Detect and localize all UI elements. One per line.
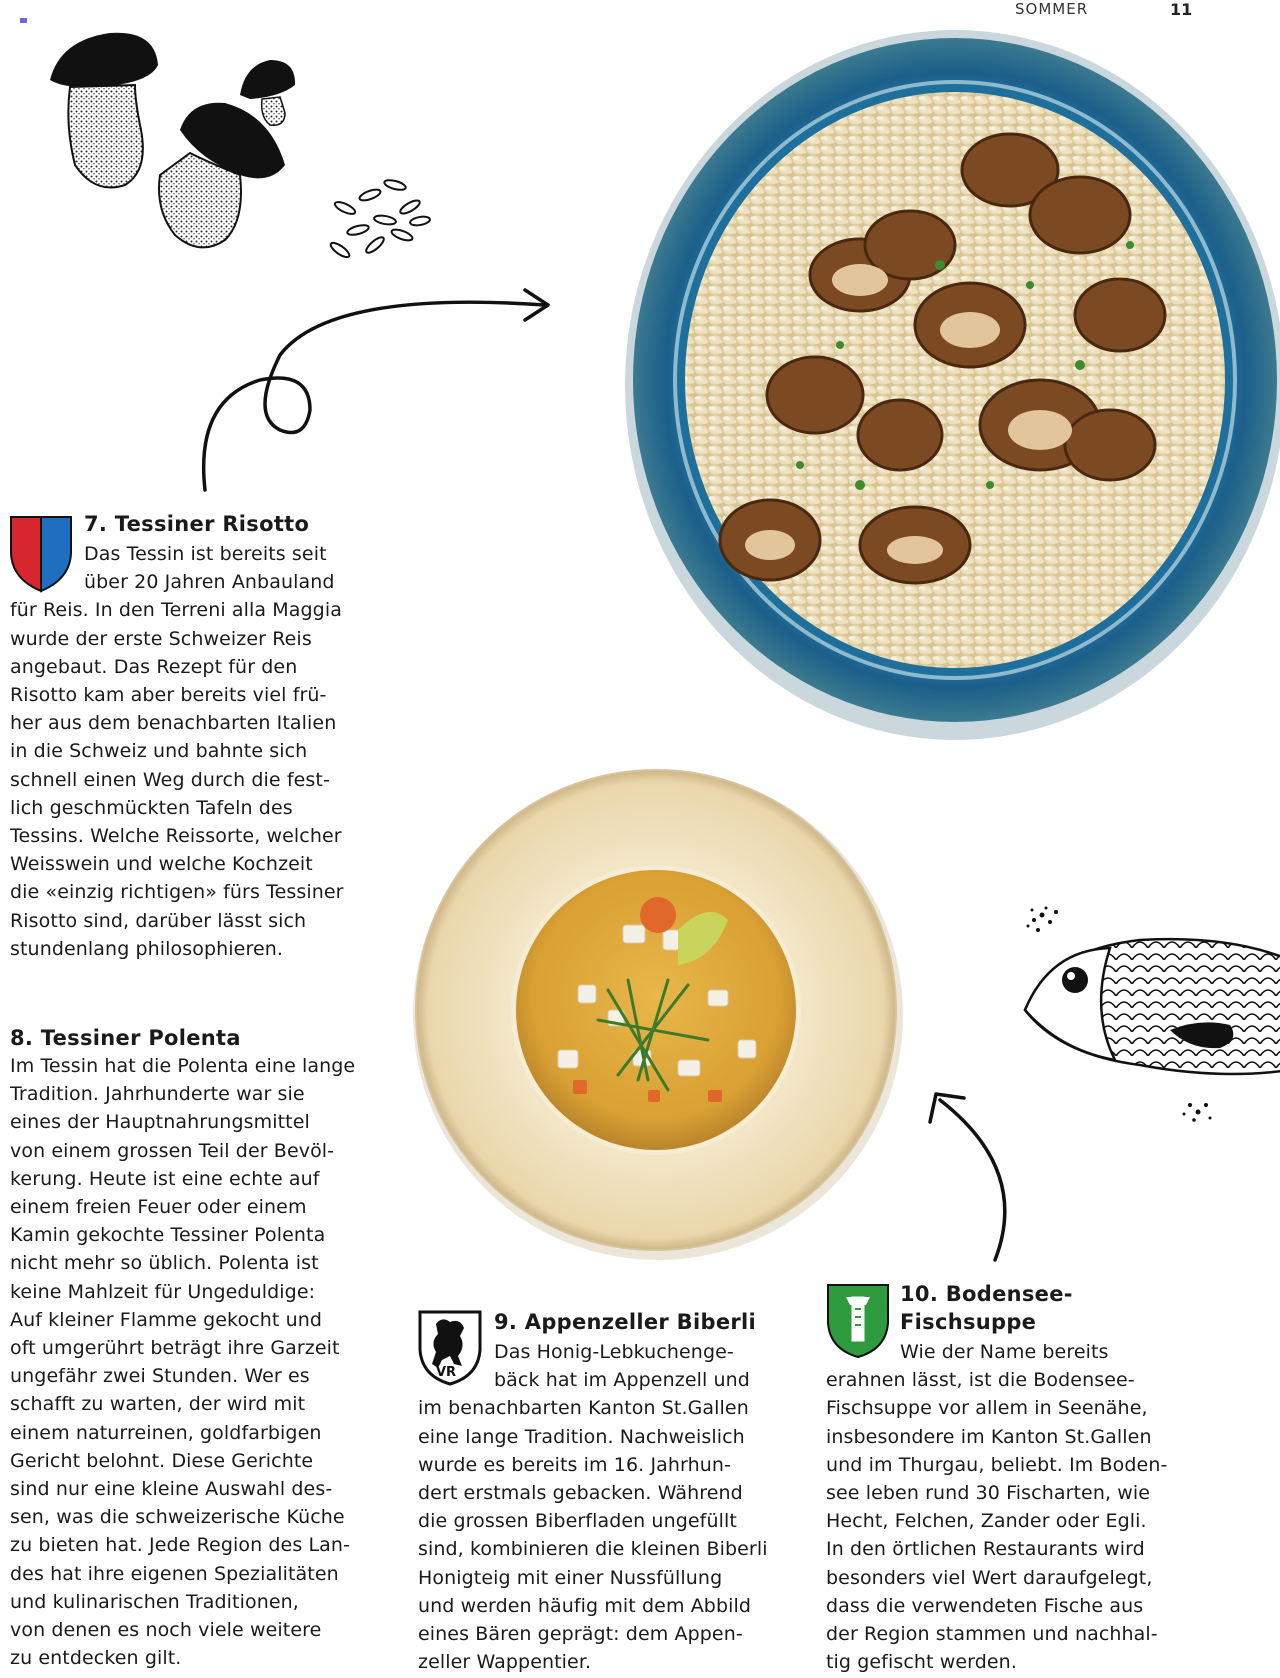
text-line: Fischsuppe vor allem in Seenähe, <box>826 1397 1148 1420</box>
section-7-title: 7. Tessiner Risotto <box>84 512 310 536</box>
corner-mark <box>20 18 27 23</box>
text-line: Honigteig mit einer Nussfüllung <box>418 1566 723 1589</box>
text-line: in die Schweiz und bahnte sich <box>10 740 308 763</box>
text-line: besonders viel Wert daraufgelegt, <box>826 1566 1153 1589</box>
text-line: Wie der Name bereits <box>900 1341 1109 1363</box>
text-line: im benachbarten Kanton St.Gallen <box>418 1397 749 1420</box>
text-line: insbesondere im Kanton St.Gallen <box>826 1425 1152 1448</box>
text-line: Risotto kam aber bereits viel frü- <box>10 684 327 707</box>
text-line: angebaut. Das Rezept für den <box>10 655 298 678</box>
text-line: Das Honig-Lebkuchenge- <box>494 1341 734 1363</box>
text-line: Hecht, Felchen, Zander oder Egli. <box>826 1510 1147 1533</box>
section-8-text: Im Tessin hat die Polenta eine lange Tradition. Jahrhunderte war sie eines der Hauptnahrungsmittel von einem grossen Teil der Bevöl- kerung. Heute ist eine echte auf einem freien Feuer oder einem Kamin gekochte Tessiner Polenta nicht mehr so üblich. Polenta ist keine Mahlzeit für Ungeduldige: Auf kleiner Flamme gekocht und oft umgerührt beträgt ihre Garzeit ungefähr zwei Stunden. Wer es schafft zu warten, der wird mit einem naturreinen, goldfarbigen Gericht belohnt. Diese Gerichte sind nur eine kleine Auswahl des- sen, was die schweizerische Küche zu bieten hat. Jede Region des Lan- des hat ihre eigenen Spezialitäten und kulinarischen Traditionen, von denen es noch viele weitere zu entdecken gilt. <box>10 1055 356 1670</box>
text-line: Risotto sind, darüber lässt sich <box>10 909 307 932</box>
section-9-title: 9. Appenzeller Biberli <box>494 1310 757 1334</box>
text-line: Das Tessin ist bereits seit <box>84 543 327 565</box>
section-10-title: 10. Bodensee- Fischsuppe <box>900 1282 1073 1334</box>
text-line: schnell einen Weg durch die fest- <box>10 768 330 791</box>
section-10-text <box>826 1338 1206 1676</box>
text-line: eines Bären geprägt: dem Appen- <box>418 1623 743 1646</box>
text-line: her aus dem benachbarten Italien <box>10 712 337 735</box>
text-line: dert erstmals gebacken. Während <box>418 1482 743 1505</box>
section-label: SOMMER <box>1015 0 1089 18</box>
text-line: die grossen Biberfladen ungefüllt <box>418 1510 737 1533</box>
text-line: wurde der erste Schweizer Reis <box>10 627 312 650</box>
text-line: für Reis. In den Terreni alla Maggia <box>10 599 342 622</box>
fish-soup-photo <box>408 760 908 1260</box>
fish-illustration <box>1020 900 1280 1150</box>
section-tessiner-polenta <box>10 1024 390 1672</box>
text-line: die «einzig richtigen» fürs Tessiner <box>10 881 344 904</box>
text-line: und werden häufig mit dem Abbild <box>418 1594 752 1617</box>
text-line: zeller Wappentier. <box>418 1651 592 1674</box>
text-line: sind, kombinieren die kleinen Biberli <box>418 1538 768 1561</box>
section-7-text <box>10 540 390 963</box>
text-line: tig gefischt werden. <box>826 1651 1017 1674</box>
section-8-title: 8. Tessiner Polenta <box>10 1026 241 1050</box>
text-line: der Region stammen und nachhal- <box>826 1623 1158 1646</box>
text-line: In den örtlichen Restaurants wird <box>826 1538 1145 1561</box>
text-line: bäck hat im Appenzell und <box>494 1369 750 1392</box>
text-line: erahnen lässt, ist die Bodensee- <box>826 1369 1135 1392</box>
risotto-photo <box>610 25 1280 745</box>
page-number: 11 <box>1170 0 1193 19</box>
arrow-to-risotto-icon <box>190 280 590 500</box>
text-line: see leben rund 30 Fischarten, wie <box>826 1482 1151 1505</box>
text-line: dass die verwendeten Fische aus <box>826 1594 1144 1617</box>
text-line: wurde es bereits im 16. Jahrhun- <box>418 1453 732 1476</box>
text-line: Weisswein und welche Kochzeit <box>10 853 313 876</box>
appenzell-crest-letters: VR <box>436 1365 457 1380</box>
text-line: über 20 Jahren Anbauland <box>84 571 335 594</box>
arrow-to-soup-icon <box>920 1080 1030 1270</box>
text-line: und im Thurgau, beliebt. Im Boden- <box>826 1453 1168 1476</box>
text-line: lich geschmückten Tafeln des <box>10 796 293 819</box>
text-line: eine lange Tradition. Nachweislich <box>418 1425 745 1448</box>
text-line: Tessins. Welche Reissorte, welcher <box>10 825 342 848</box>
section-9-text <box>418 1338 798 1676</box>
text-line: stundenlang philosophieren. <box>10 937 284 960</box>
mushroom-illustration <box>40 25 440 285</box>
